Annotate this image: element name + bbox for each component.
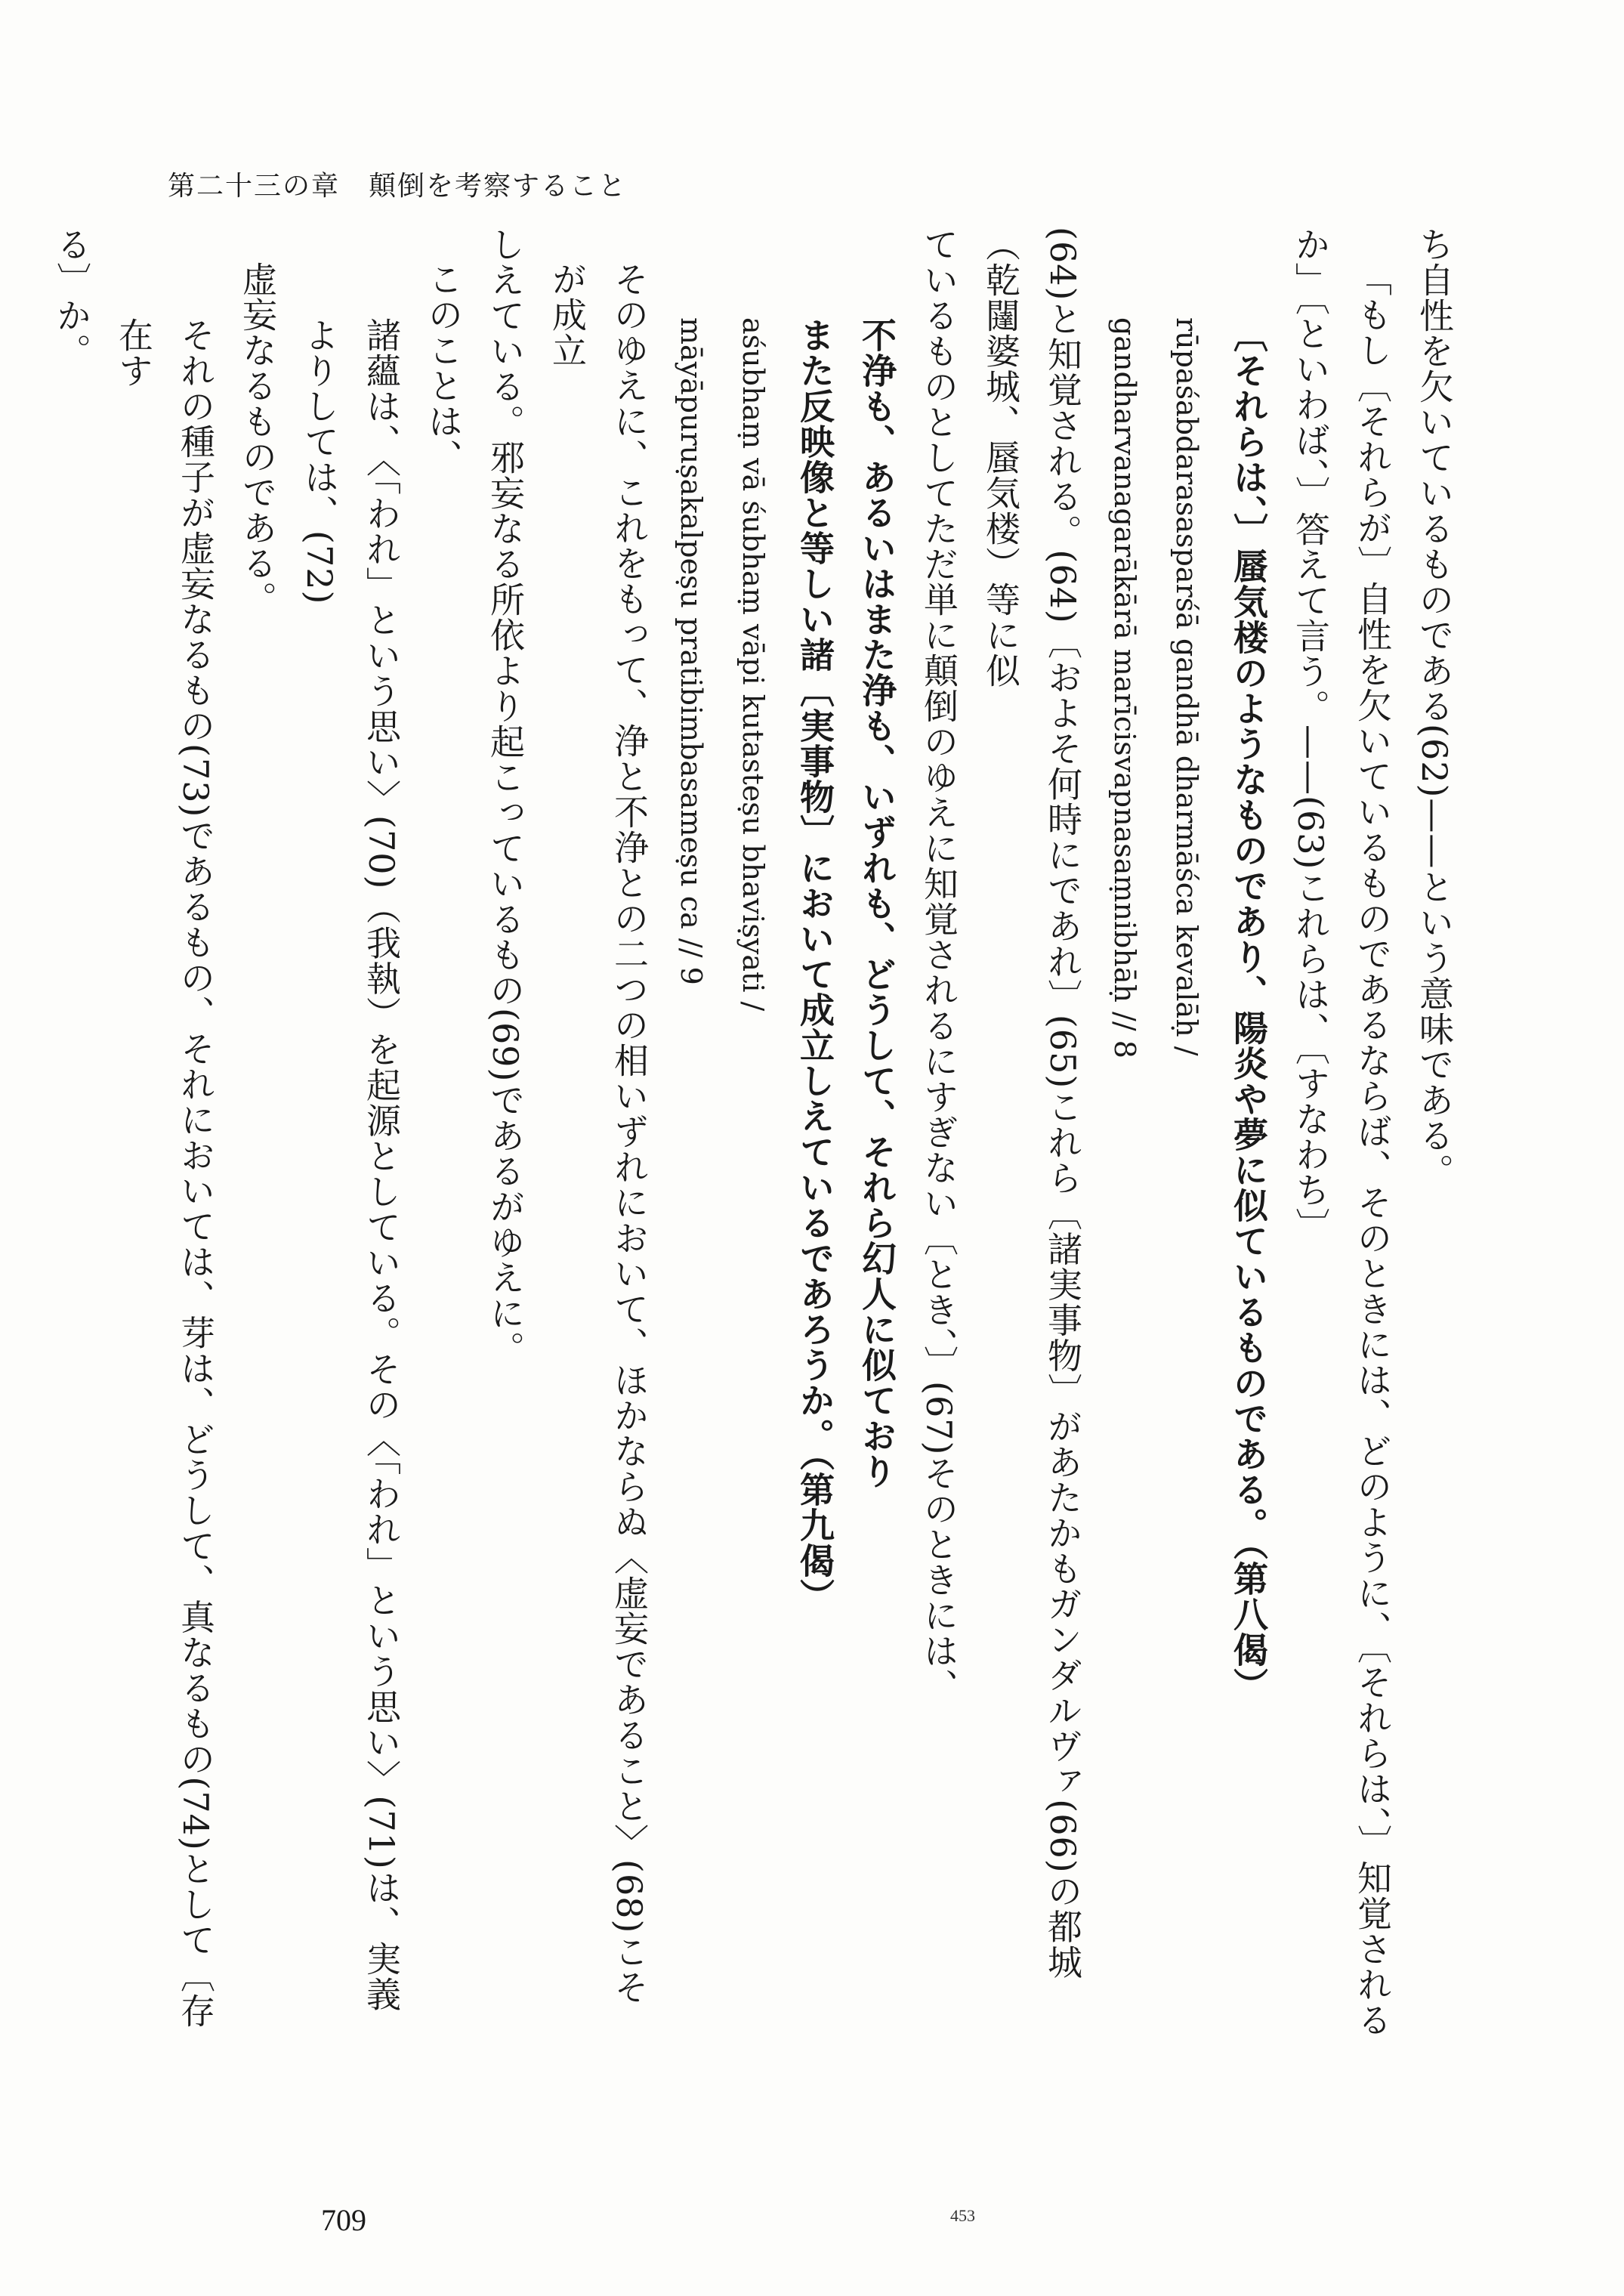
page-number: 709 [321,2203,366,2237]
running-header: 第二十三の章 顛倒を考察すること [168,171,628,202]
verse-8-sanskrit-a: rūpaśabdarasasparśā gandhā dharmāśca kevalāḥ / [1170,317,1203,1056]
text-line: る〕か。 [51,227,92,369]
text-line: ち自性を欠いているものである(62)——という意味である。 [1414,227,1455,1189]
text-line: ているものとしてただ単に顛倒のゆえに知覚されるにすぎない〔とき、〕(67)そのときには、 [919,227,959,1704]
text-line: そのゆえに、これをもって、浄と不浄との二つの相いずれにおいて、ほかならぬ〈虚妄であること〉(68)こそが成立 [547,261,650,2005]
center-number: 453 [950,2206,975,2225]
text-line: 諸蘊は、〈「われ」という思い〉(70)（我執）を起源としている。その〈「われ」という思い〉(71)は、実義よりしては、(72) [299,317,402,2012]
body-text [51,227,1465,2039]
text-line: このことは、 [423,261,464,474]
verse-8-japanese: 〔それらは、〕蜃気楼のようなものであり、陽炎や夢に似ているものである。（第八偈） [1228,317,1269,1703]
text-line: (64)と知覚される。(64)〔およそ何時にであれ〕(65)これら〔諸実事物〕があたかもガンダルヴァ(66)の都城（乾闥婆城、蜃気楼）等に似 [980,227,1083,1980]
verse-9-sanskrit-a: aśubhaṃ vā śubhaṃ vāpi kutasteṣu bhaviṣyati / [736,317,770,1012]
verse-8-sanskrit-b: gandharvanagarākārā marīcisvapnasaṃnibhāḥ // 8 [1108,317,1141,1058]
text-line: しえている。邪妄なる所依より起こっているもの(69)であるがゆえに。 [485,227,526,1367]
text-line: それの種子が虚妄なるもの(73)であるもの、それにおいては、芽は、どうして、真なるもの(74)として〔存在す [113,317,216,2029]
verse-9-sanskrit-b: māyāpuruṣakalpeṣu pratibimbasameṣu ca // 9 [675,317,708,985]
text-line: か」〔といわば、〕答えて言う。——(63)これらは、〔すなわち〕 [1290,227,1331,1244]
verse-9-japanese-a: 不浄も、あるいはまた浄も、いずれも、どうして、それら幻人に似ており [857,317,897,1489]
verse-9-japanese-b: また反映像と等しい諸〔実事物〕において成立しえているであろうか。（第九偈） [795,317,835,1614]
text-line: 虚妄なるものである。 [237,261,278,616]
text-line: 「もし〔それらが〕自性を欠いているものであるならば、そのときには、どのように、〔それらは、〕知覚される [1352,261,1393,2038]
